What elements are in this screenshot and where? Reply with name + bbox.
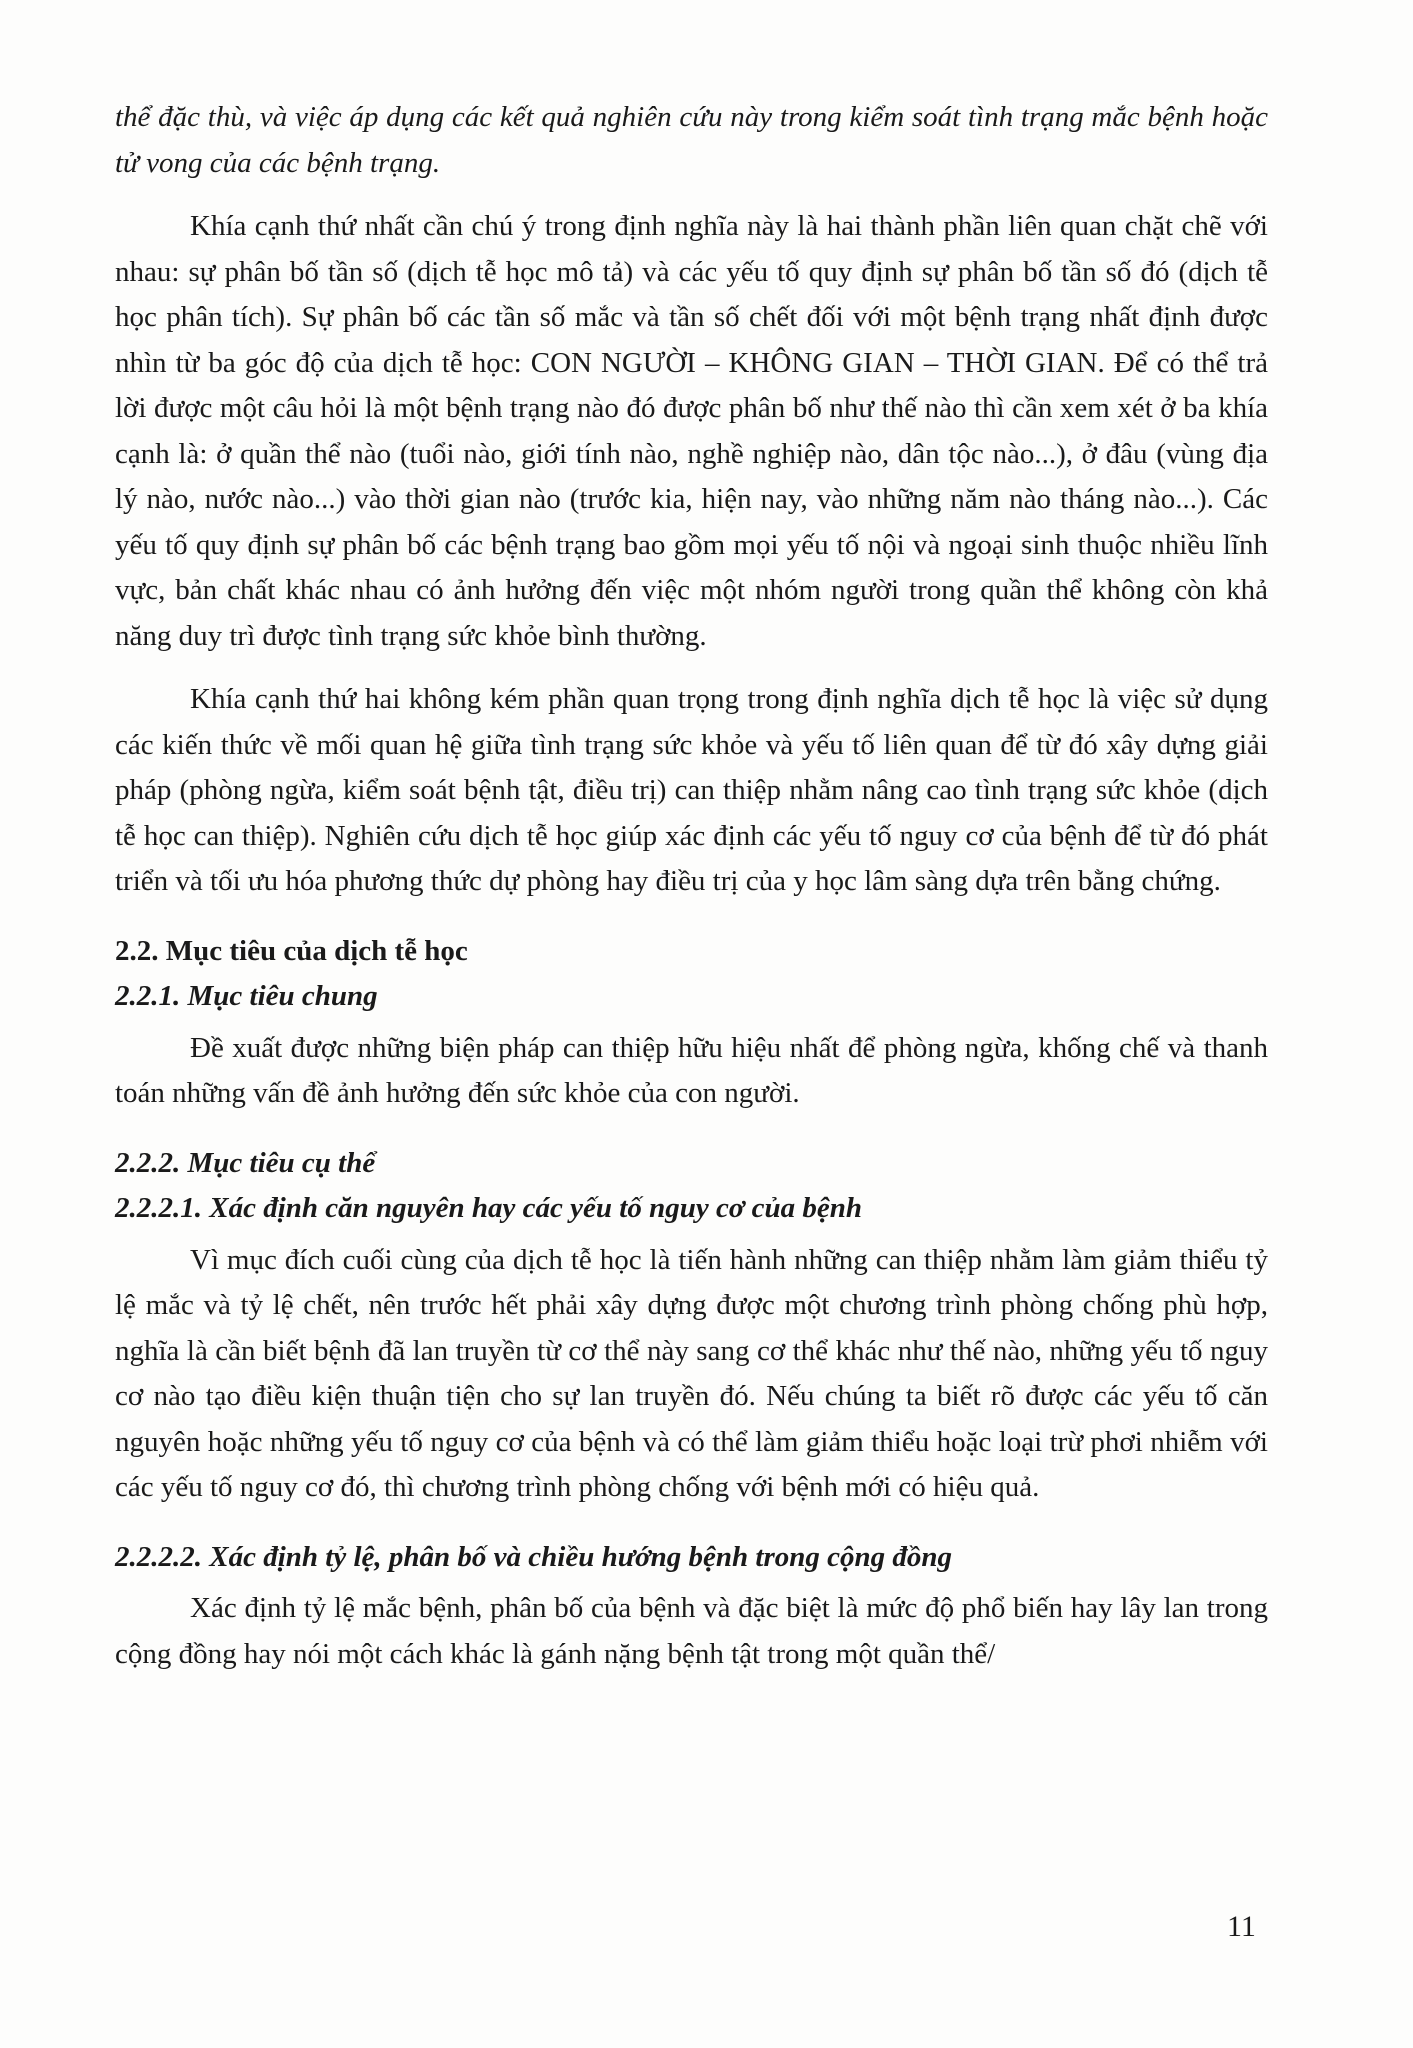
paragraph-aspect-two: Khía cạnh thứ hai không kém phần quan trọng trong định nghĩa dịch tễ học là việc sử dụng các kiến thức về mối quan hệ giữa tình trạng sức khỏe và yếu tố liên quan để từ đó xây dựng giải pháp (phòng ngừa, kiểm soát bệnh tật, điều trị) can thiệp nhằm nâng cao tình trạng sức khỏe (dịch tễ học can thiệp). Nghiên cứu dịch tễ học giúp xác định các yếu tố nguy cơ của bệnh để từ đó phát triển và tối ưu hóa phương thức dự phòng hay điều trị của y học lâm sàng dựa trên bằng chứng. (115, 683, 1268, 897)
heading-2-2-2-2: 2.2.2.2. Xác định tỷ lệ, phân bố và chiều hướng bệnh trong cộng đồng (115, 1540, 952, 1573)
heading-2-2-2: 2.2.2. Mục tiêu cụ thể (115, 1146, 376, 1179)
heading-2-2: 2.2. Mục tiêu của dịch tễ học (115, 934, 468, 967)
paragraph-intro-end: thể đặc thù, và việc áp dụng các kết quả nghiên cứu này trong kiểm soát tình trạng mắc bệnh hoặc tử vong của các bệnh trạng. (115, 101, 1268, 179)
page-content (115, 95, 1268, 1677)
paragraph-general-goal: Đề xuất được những biện pháp can thiệp hữu hiệu nhất để phòng ngừa, khống chế và thanh toán những vấn đề ảnh hưởng đến sức khỏe của con người. (115, 1031, 1268, 1109)
paragraph-cause-body: Vì mục đích cuối cùng của dịch tễ học là tiến hành những can thiệp nhằm làm giảm thiểu tỷ lệ mắc và tỷ lệ chết, nên trước hết phải xây dựng được một chương trình phòng chống phù hợp, nghĩa là cần biết bệnh đã lan truyền từ cơ thể này sang cơ thể khác như thế nào, những yếu tố nguy cơ nào tạo điều kiện thuận tiện cho sự lan truyền đó. Nếu chúng ta biết rõ được các yếu tố căn nguyên hoặc những yếu tố nguy cơ của bệnh và có thể làm giảm thiểu hoặc loại trừ phơi nhiễm với các yếu tố nguy cơ đó, thì chương trình phòng chống với bệnh mới có hiệu quả. (115, 1243, 1268, 1503)
heading-2-2-1: 2.2.1. Mục tiêu chung (115, 980, 378, 1012)
paragraph-aspect-one: Khía cạnh thứ nhất cần chú ý trong định nghĩa này là hai thành phần liên quan chặt chẽ với nhau: sự phân bố tần số (dịch tễ học mô tả) và các yếu tố quy định sự phân bố tần số đó (dịch tễ học phân tích). Sự phân bố các tần số mắc và tần số chết đối với một bệnh trạng nhất định được nhìn từ ba góc độ của dịch tễ học: CON NGƯỜI – KHÔNG GIAN – THỜI GIAN. Để có thể trả lời được một câu hỏi là một bệnh trạng nào đó được phân bố như thế nào thì cần xem xét ở ba khía cạnh là: ở quần thể nào (tuổi nào, giới tính nào, nghề nghiệp nào, dân tộc nào...), ở đâu (vùng địa lý nào, nước nào...) vào thời gian nào (trước kia, hiện nay, vào những năm nào tháng nào...). Các yếu tố quy định sự phân bố các bệnh trạng bao gồm mọi yếu tố nội và ngoại sinh thuộc nhiều lĩnh vực, bản chất khác nhau có ảnh hưởng đến việc một nhóm người trong quần thể không còn khả năng duy trì được tình trạng sức khỏe bình thường. (115, 210, 1268, 652)
page-number: 11 (1227, 1910, 1256, 1943)
heading-2-2-2-1: 2.2.2.1. Xác định căn nguyên hay các yếu tố nguy cơ của bệnh (115, 1192, 863, 1224)
paragraph-distribution-body: Xác định tỷ lệ mắc bệnh, phân bố của bệnh và đặc biệt là mức độ phổ biến hay lây lan trong cộng đồng hay nói một cách khác là gánh nặng bệnh tật trong một quần thể/ (115, 1592, 1268, 1670)
